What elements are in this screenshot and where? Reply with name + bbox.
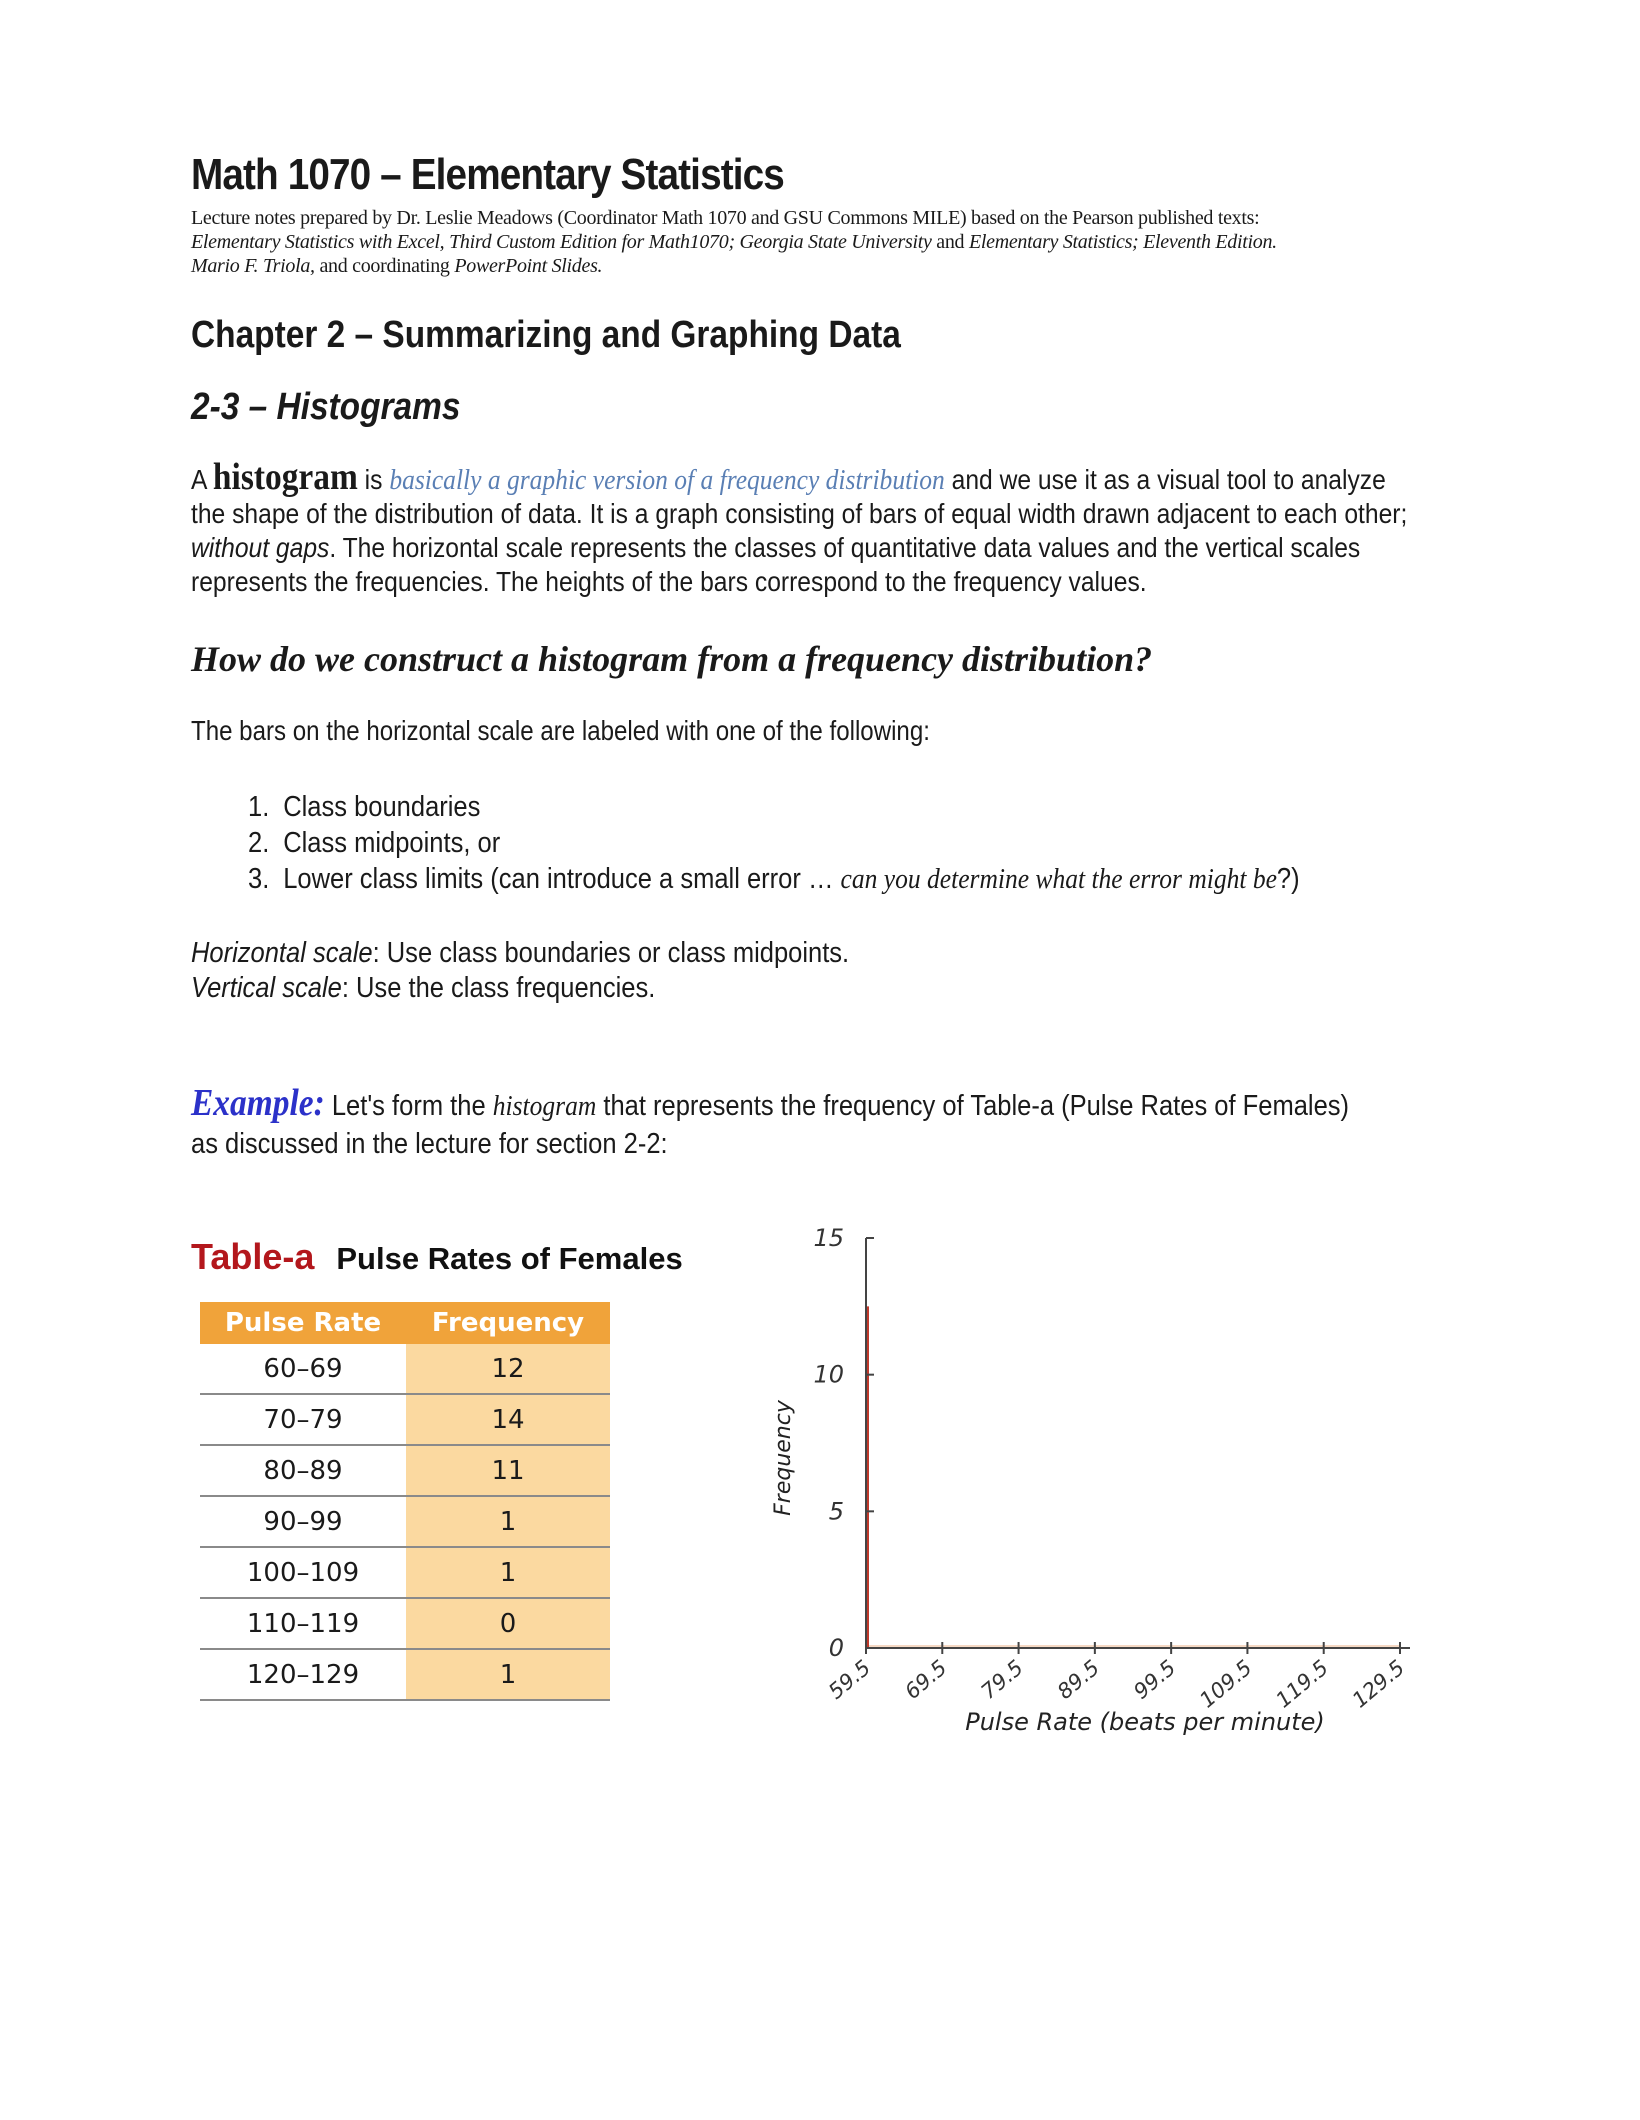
chart-layer [813,1224,1410,1712]
y-tick-label: 5 [828,1497,844,1526]
example-term: histogram [492,1090,597,1122]
error-question: can you determine what the error might be [840,863,1277,895]
intro-pre: A [191,464,213,495]
example-text-1: Let's form the [324,1090,493,1122]
pulse-rate-cell: 110–119 [200,1598,406,1649]
table-row [200,1394,610,1445]
list-number: 1. [248,791,270,823]
x-tick-label: 129.5 [1347,1655,1410,1713]
example-text-2: that represents the frequency of Table-a (Pulse Rates of Females) as discussed in the lecture for section 2-2: [191,1090,1350,1160]
credits-and: and [931,231,969,253]
credits-book-2: Elementary Statistics; Eleventh Edition. [968,231,1277,253]
y-tick-label: 0 [828,1634,844,1662]
horizontal-scale-label: Horizontal scale [191,937,373,969]
table-row [200,1496,610,1547]
frequency-cell: 1 [406,1649,610,1700]
table-row [200,1649,610,1700]
list-number: 3. [248,863,270,895]
table-row [200,1445,610,1496]
label-options-list [248,789,1300,897]
pulse-rate-cell: 120–129 [200,1649,406,1700]
frequency-cell: 1 [406,1496,610,1547]
table-row [200,1344,610,1394]
list-text: Lower class limits (can introduce a small error … [283,863,841,895]
credits-book-1: Elementary Statistics with Excel, Third Custom Edition for Math1070; Georgia State University [191,231,932,253]
frequency-cell: 11 [406,1445,610,1496]
list-end: ?) [1276,863,1300,895]
x-tick-label: 79.5 [976,1655,1028,1704]
section-heading: 2-3 – Histograms [191,386,461,428]
x-tick-label: 89.5 [1052,1655,1105,1704]
frequency-table [200,1292,610,1701]
document-title: Math 1070 – Elementary Statistics [191,150,784,199]
pulse-rate-cell: 60–69 [200,1344,406,1394]
credits [191,206,1421,278]
x-tick-label: 109.5 [1195,1655,1257,1713]
pulse-rate-cell: 90–99 [200,1496,406,1547]
vertical-scale-text: : Use the class frequencies. [341,972,656,1004]
list-text: Class boundaries [283,791,481,823]
intro-paragraph [191,456,1423,599]
vertical-scale-label: Vertical scale [191,972,342,1004]
scales-text [191,936,849,1006]
credits-author: Mario F. Triola, [191,255,315,277]
table-label: Table-a [191,1236,315,1277]
example-paragraph [191,1084,1353,1163]
table-caption [191,1236,683,1278]
frequency-cell: 0 [406,1598,610,1649]
horizontal-scale-text: : Use class boundaries or class midpoints. [372,937,850,969]
header-frequency: Frequency [406,1297,610,1344]
y-tick-label: 10 [813,1360,844,1389]
credits-line-2 [191,230,1421,254]
x-tick-label: 99.5 [1129,1655,1181,1704]
pulse-rate-cell: 80–89 [200,1445,406,1496]
list-text: Class midpoints, or [283,827,501,859]
credits-coordinating: and coordinating [314,255,455,277]
list-item [248,825,1300,861]
credits-slides: PowerPoint Slides. [454,255,603,277]
example-label: Example: [191,1082,325,1124]
header-pulse-rate: Pulse Rate [200,1297,406,1344]
histogram-definition: basically a graphic version of a frequency distribution [389,464,945,496]
list-item [248,861,1300,897]
list-number: 2. [248,827,270,859]
without-gaps: without gaps [191,532,330,563]
table-row [200,1598,610,1649]
question-heading: How do we construct a histogram from a frequency distribution? [191,639,1153,679]
intro-rest-2: . The horizontal scale represents the classes of quantitative data values and the vertical scales represents the frequencies. The heights of the bars correspond to the frequency values. [191,532,1361,597]
credits-line-1: Lecture notes prepared by Dr. Leslie Meadows (Coordinator Math 1070 and GSU Commons MILE) based on the Pearson published texts: [191,207,1260,229]
table-name: Pulse Rates of Females [336,1241,683,1276]
list-item [248,789,1300,825]
chapter-heading: Chapter 2 – Summarizing and Graphing Data [191,314,901,356]
x-tick-label: 59.5 [823,1655,876,1704]
intro-is: is [357,464,390,495]
frequency-cell: 1 [406,1547,610,1598]
pulse-rate-cell: 70–79 [200,1394,406,1445]
y-axis-label: Frequency [771,1400,796,1516]
pulse-rate-cell: 100–109 [200,1547,406,1598]
y-tick-label: 15 [813,1224,844,1252]
table-header-row [200,1297,610,1344]
intro-rest-1: and we use it as a visual tool to analyze the shape of the distribution of data. It is a graph consisting of bars of equal width drawn adjacent to each other; [191,464,1408,529]
frequency-cell: 14 [406,1394,610,1445]
lead-text: The bars on the horizontal scale are labeled with one of the following: [191,715,930,746]
credits-line-3 [191,254,1421,278]
frequency-cell: 12 [406,1344,610,1394]
x-axis-label: Pulse Rate (beats per minute) [965,1708,1325,1736]
x-tick-label: 69.5 [900,1655,952,1704]
table-row [200,1547,610,1598]
histogram-axes-chart [750,1210,1420,1750]
x-tick-label: 119.5 [1271,1655,1333,1713]
histogram-term: histogram [212,456,358,498]
